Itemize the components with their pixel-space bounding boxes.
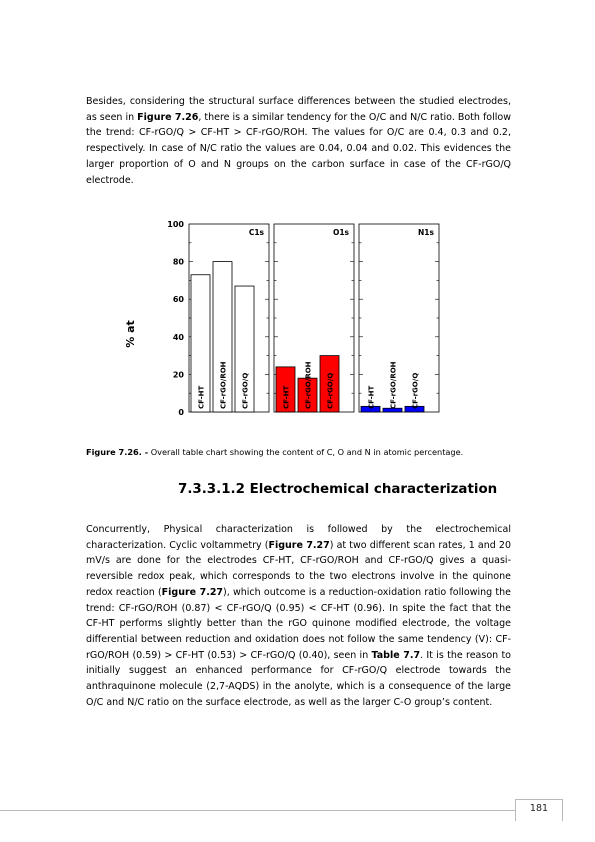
y-tick-label: 100 (167, 220, 184, 229)
paragraph-structural-differences (86, 94, 511, 188)
panel-frame (359, 224, 439, 412)
figure-reference: Figure 7.27 (268, 539, 330, 551)
paragraph-text: ) at two different scan rates, 1 and 20 mV/s are done for the electrodes CF-HT, CF-rGO/ROH and CF-rGO/Q gives a quasi-reversible redox peak, which corresponds to the two electrons involve in the quinone redox reaction ( (86, 539, 511, 598)
figure-reference: Table 7.7 (371, 649, 421, 661)
figure-caption-label: Figure 7.26. - (86, 447, 149, 457)
paragraph-electrochemical (86, 522, 511, 710)
atomic-percentage-chart (120, 210, 440, 420)
footer-rule (0, 810, 515, 811)
category-label: CF-rGO/Q (241, 372, 250, 409)
paragraph-text: ), which outcome is a reduction-oxidation ratio following the trend: CF-rGO/ROH (0.87) < CF-rGO/Q (0.95) < CF-HT (0.96). In spite the fact that the CF-HT performs slightly better than the rGO quinone modified electrode, the voltage differential between reduction and oxidation does not follow the same tendency (V): CF-rGO/ROH (0.59) > CF-HT (0.53) > CF-rGO/Q (0.40), seen in (86, 586, 511, 661)
figure-reference: Figure 7.27 (161, 586, 224, 598)
category-label: CF-rGO/Q (326, 372, 335, 409)
y-tick-label: 40 (172, 332, 184, 342)
figure-caption (86, 447, 463, 457)
figure-caption-text: Overall table chart showing the content of C, O and N in atomic percentage. (148, 447, 464, 457)
category-label: CF-HT (197, 385, 206, 409)
y-tick-label: 60 (172, 295, 184, 305)
section-heading: 7.3.3.1.2 Electrochemical characterization (178, 482, 498, 497)
category-label: CF-HT (367, 385, 376, 409)
y-tick-label: 0 (178, 408, 184, 417)
paragraph-text: Besides, considering the structural surface differences between the studied electrodes, as seen in (86, 96, 511, 123)
y-axis-title: % at (124, 320, 137, 348)
paragraph-text: , there is a similar tendency for the O/C and N/C ratio. Both follow the trend: CF-rGO/Q > CF-HT > CF-rGO/ROH. The values for O/C are 0.4, 0.3 and 0.2, respectively. In case of N/C ratio the values are 0.04, 0.04 and 0.02. This evidences the larger proportion of O and N groups on the carbon surface in case of the CF-rGO/Q electrode. (86, 111, 511, 186)
page-number: 181 (515, 799, 563, 821)
category-label: CF-rGO/ROH (304, 361, 313, 409)
y-tick-label: 80 (172, 257, 184, 267)
category-label: CF-rGO/ROH (389, 361, 398, 409)
panel-title: O1s (332, 228, 349, 237)
category-label: CF-rGO/ROH (219, 361, 228, 409)
category-label: CF-HT (282, 385, 291, 409)
y-tick-label: 20 (172, 370, 184, 380)
paragraph-text: . It is the reason to initially suggest an enhanced performance for CF-rGO/Q electrode towards the anthraquinone molecule (2,7-AQDS) in the anolyte, which is a consequence of the large O/C and N/C ratio on the surface electrode, as well as the larger C-O group’s content. (86, 649, 511, 708)
panel-title: C1s (248, 228, 264, 237)
panel-title: N1s (418, 228, 434, 237)
paragraph-text: Concurrently, Physical characterization is followed by the electrochemical characterization. Cyclic voltammetry ( (86, 524, 511, 551)
figure-reference: Figure 7.26 (137, 111, 199, 123)
category-label: CF-rGO/Q (411, 372, 420, 409)
